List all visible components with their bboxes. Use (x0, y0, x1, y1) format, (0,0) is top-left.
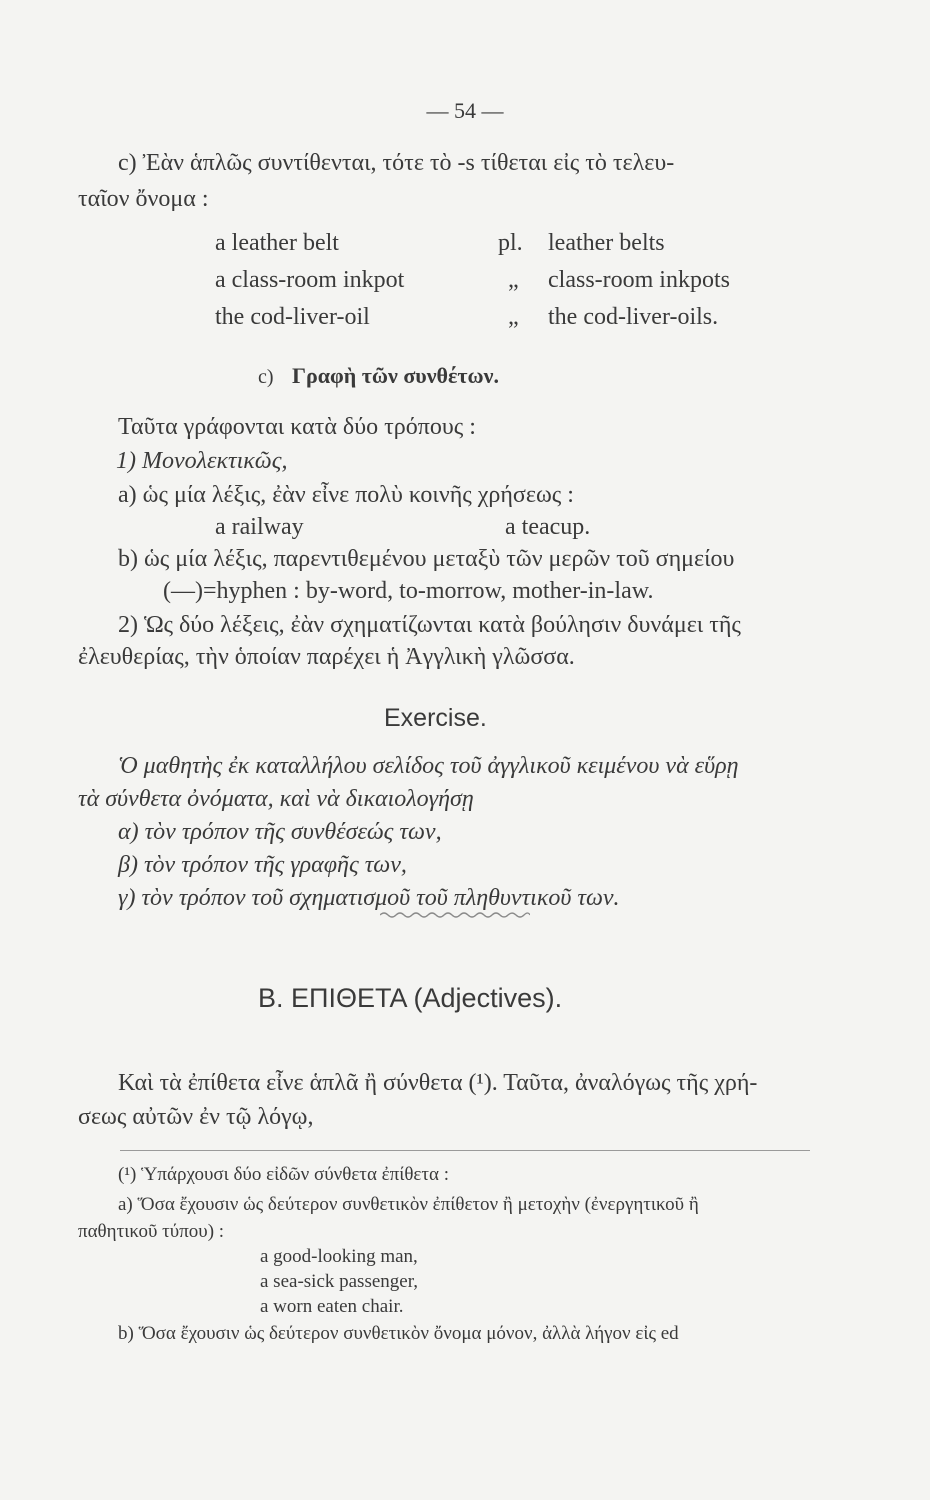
writing-a-line: a) ὡς μία λέξις, ἐὰν εἶνε πολὺ κοινῆς χρήσεως : (118, 482, 574, 508)
section-b-para-line-2: σεως αὐτῶν ἐν τῷ λόγῳ, (78, 1104, 314, 1130)
example-marker: pl. (498, 230, 523, 256)
footnote-line-1: (¹) Ὑπάρχουσι δύο εἰδῶν σύνθετα ἐπίθετα : (118, 1164, 450, 1185)
example-marker: „ (508, 267, 519, 293)
footnote-example-2: a sea-sick passenger, (260, 1271, 419, 1292)
writing-b-line-2: (—)=hyphen : by-word, to-morrow, mother-in-law. (163, 578, 654, 604)
footnote-rule (120, 1150, 810, 1151)
section-b-title: Β. ΕΠΙΘΕΤΑ (Adjectives). (258, 983, 563, 1013)
exercise-item-a: α) τὸν τρόπον τῆς συνθέσεώς των, (118, 819, 442, 845)
writing-point-2-line-2: ἐλευθερίας, τὴν ὁποίαν παρέχει ἡ Ἀγγλικὴ γλῶσσα. (78, 644, 575, 670)
example-plural: class-room inkpots (548, 267, 730, 293)
heading-c-prefix: c) (258, 366, 274, 388)
heading-c-title: Γραφὴ τῶν συνθέτων. (292, 363, 499, 388)
exercise-item-g: γ) τὸν τρόπον τοῦ σχηματισμοῦ τοῦ πληθυντικοῦ των. (118, 885, 620, 911)
section-c-line-1: c) Ἐὰν ἁπλῶς συντίθενται, τότε τὸ -s τίθεται εἰς τὸ τελευ- (118, 150, 675, 176)
footnote-line-4: b) Ὅσα ἔχουσιν ὡς δεύτερον συνθετικὸν ὄνομα μόνον, ἀλλὰ λήγον εἰς ed (118, 1323, 679, 1344)
example-plural: leather belts (548, 230, 665, 256)
example-singular: the cod-liver-oil (215, 304, 370, 330)
footnote-line-2: a) Ὅσα ἔχουσιν ὡς δεύτερον συνθετικὸν ἐπίθετον ἢ μετοχὴν (ἐνεργητικοῦ ἢ (118, 1194, 699, 1215)
footnote-line-3: παθητικοῦ τύπου) : (78, 1221, 225, 1242)
exercise-item-b: β) τὸν τρόπον τῆς γραφῆς των, (118, 852, 407, 878)
writing-b-line-1: b) ὡς μία λέξις, παρεντιθεμένου μεταξὺ τῶν μερῶν τοῦ σημείου (118, 546, 735, 572)
example-plural: the cod-liver-oils. (548, 304, 719, 330)
footnote-example-1: a good-looking man, (260, 1246, 418, 1267)
example-marker: „ (508, 304, 519, 330)
page-number: — 54 — (426, 98, 504, 123)
section-b-para-line-1: Καὶ τὰ ἐπίθετα εἶνε ἁπλᾶ ἢ σύνθετα (¹). Ταῦτα, ἀναλόγως τῆς χρή- (118, 1070, 758, 1096)
section-c-line-2: ταῖον ὄνομα : (78, 186, 209, 212)
writing-point-1: 1) Μονολεκτικῶς, (116, 448, 288, 474)
writing-a-example-2: a teacup. (505, 514, 591, 540)
footnote-example-3: a worn eaten chair. (260, 1296, 404, 1317)
exercise-title: Exercise. (384, 704, 487, 732)
writing-point-2-line-1: 2) Ὡς δύο λέξεις, ἐὰν σχηματίζωνται κατὰ βούλησιν δυνάμει τῆς (118, 612, 741, 638)
exercise-line-2: τὰ σύνθετα ὀνόματα, καὶ νὰ δικαιολογήσῃ (78, 786, 474, 812)
example-singular: a class-room inkpot (215, 267, 405, 293)
writing-a-example-1: a railway (215, 514, 304, 540)
exercise-line-1: Ὁ μαθητὴς ἐκ καταλλήλου σελίδος τοῦ ἀγγλικοῦ κειμένου νὰ εὕρῃ (118, 753, 739, 779)
wavy-divider (380, 910, 530, 920)
example-singular: a leather belt (215, 230, 339, 256)
writing-intro: Ταῦτα γράφονται κατὰ δύο τρόπους : (118, 414, 476, 440)
